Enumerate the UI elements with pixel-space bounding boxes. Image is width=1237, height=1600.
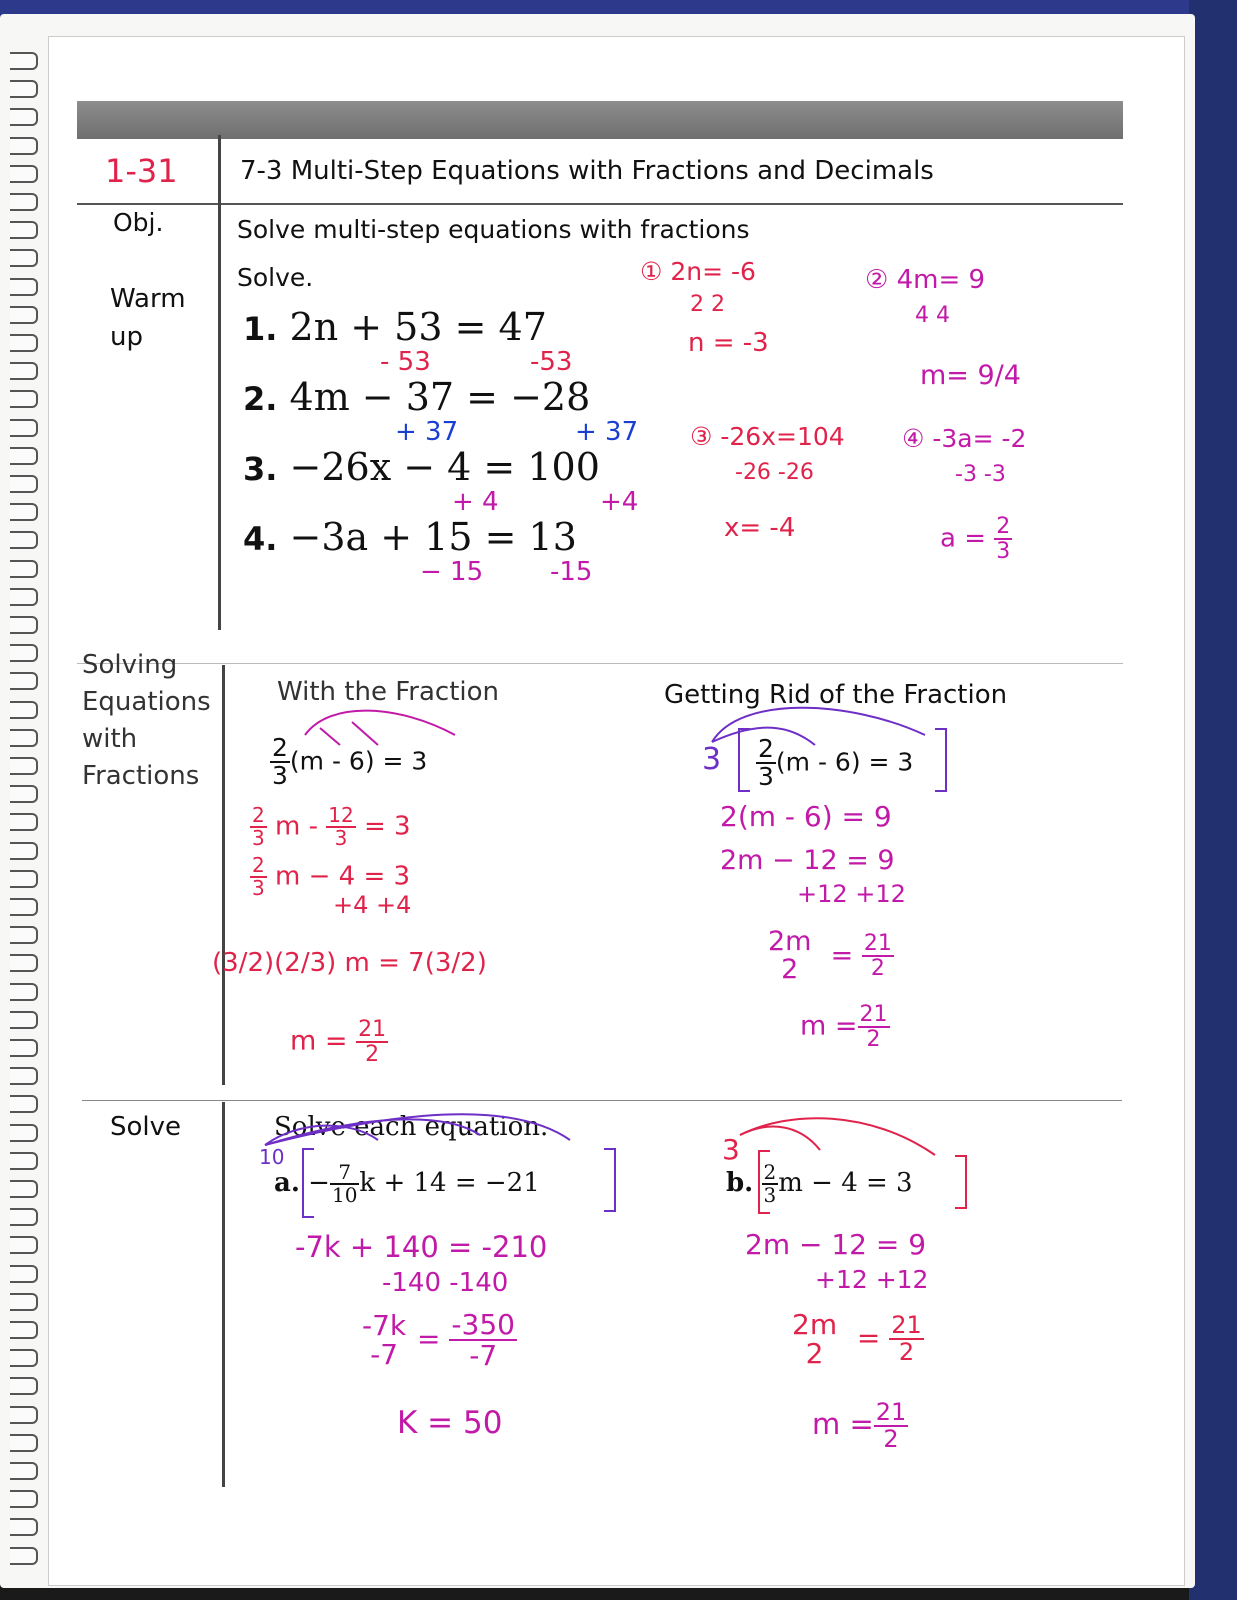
warmup-work-left: − 15: [420, 557, 484, 587]
answer-4-result-numerator: 2: [996, 514, 1011, 539]
problem-b-step-4-prefix: m =: [812, 1407, 874, 1442]
warmup-work-right: + 37: [575, 417, 639, 447]
right-step-4-left: 2m: [768, 926, 812, 957]
answer-3-result: x= -4: [724, 513, 796, 543]
objective-label: Obj.: [113, 208, 164, 237]
problem-a-multiplier: 10: [259, 1145, 285, 1169]
problem-b-step-1: 2m − 12 = 9: [745, 1228, 927, 1261]
answer-4-eq-text: -3a= -2: [932, 424, 1027, 453]
warmup-problem-rhs: = 100: [483, 445, 600, 489]
right-step-4-rd: 2: [870, 956, 885, 982]
right-eq-rest: (m - 6) = 3: [775, 747, 914, 777]
fractions-label-line: Equations: [82, 687, 211, 717]
warmup-problem-number: 3.: [243, 450, 278, 488]
problem-b-rest: m − 4 = 3: [778, 1168, 913, 1198]
left-step-4-prefix: m =: [290, 1025, 348, 1057]
objective-text: Solve multi-step equations with fractions: [237, 215, 750, 244]
problem-b-letter: b.: [726, 1168, 754, 1198]
problem-a-numerator: 7: [330, 1162, 359, 1185]
left-eq-rest: (m - 6) = 3: [289, 746, 428, 776]
answer-4-result-denominator: 3: [996, 539, 1011, 565]
left-step-1-fd: 3: [252, 826, 265, 850]
problem-a-step-4: K = 50: [397, 1405, 503, 1441]
problem-b-step-4-d: 2: [883, 1425, 899, 1454]
problem-a-sign: −: [308, 1168, 330, 1198]
problem-a-step-3-den: -7: [370, 1338, 399, 1372]
right-step-5-n: 21: [859, 1002, 888, 1027]
problem-a-denominator: 10: [331, 1183, 358, 1207]
warmup-problem-lhs: 4m − 37: [289, 375, 455, 419]
fractions-label-line: with: [82, 724, 138, 754]
left-step-1-mid: m -: [275, 811, 318, 842]
warmup-label-line1: Warm: [110, 284, 186, 314]
answer-4-mark: ④: [902, 424, 925, 453]
problem-b-step-4-n: 21: [875, 1398, 907, 1426]
problem-a-step-3-left: -7k: [362, 1309, 407, 1342]
left-eq-denominator: 3: [272, 761, 288, 791]
left-step-2-add: +4 +4: [333, 891, 412, 919]
answer-3-eq-text: -26x=104: [720, 422, 845, 451]
problem-a-step-2: -140 -140: [382, 1268, 509, 1298]
right-step-5-d: 2: [866, 1027, 881, 1053]
warmup-instruction: Solve.: [237, 263, 314, 292]
problem-b-step-2: +12 +12: [815, 1265, 929, 1294]
right-step-1: 2(m - 6) = 9: [720, 800, 892, 833]
left-step-2-fn: 2: [252, 853, 265, 877]
solve-instruction: Solve each equation.: [274, 1112, 549, 1142]
page-title: 7-3 Multi-Step Equations with Fractions and Decimals: [240, 156, 934, 186]
warmup-problem-lhs: −26x − 4: [289, 445, 472, 489]
problem-a-step-3-n: -350: [451, 1308, 515, 1341]
left-eq-numerator: 2: [272, 733, 288, 762]
answer-1-mark: ①: [640, 257, 663, 286]
problem-b-step-3-left: 2m: [792, 1308, 838, 1341]
warmup-work-right: -15: [550, 557, 593, 587]
warmup-label-line2: up: [110, 322, 143, 352]
right-multiplier: 3: [702, 742, 722, 777]
problem-b-denominator: 3: [763, 1183, 777, 1207]
problem-b-multiplier: 3: [722, 1133, 740, 1166]
warmup-problem-rhs: = 13: [484, 515, 577, 559]
right-step-5-prefix: m =: [800, 1010, 858, 1042]
answer-3-mark: ③: [690, 422, 713, 451]
problem-a-arrow-2: [265, 1119, 480, 1145]
answer-2-mark: ②: [865, 265, 889, 295]
problem-b-arrow-1: [740, 1118, 935, 1155]
right-arrow-2: [712, 728, 815, 745]
problem-b-numerator: 2: [763, 1160, 777, 1184]
problem-b-step-3-d: 2: [898, 1338, 915, 1367]
right-step-4-rn: 21: [863, 931, 892, 957]
left-step-2-fd: 3: [252, 876, 265, 900]
fractions-label-line: Fractions: [82, 761, 200, 791]
answer-4-result-prefix: a =: [940, 523, 986, 554]
problem-b-step-3-n: 21: [891, 1311, 922, 1340]
problem-a-step-3-eq: =: [417, 1322, 441, 1356]
left-step-1-fn: 2: [252, 803, 265, 827]
warmup-problem-number: 1.: [243, 310, 278, 348]
rid-fraction-heading: Getting Rid of the Fraction: [664, 680, 1008, 710]
warmup-problem-number: 4.: [243, 520, 278, 558]
answer-2-eq-text: 4m= 9: [896, 265, 986, 295]
right-eq-denominator: 3: [758, 762, 774, 792]
problem-b-arrow-2: [740, 1127, 820, 1150]
right-step-4-den: 2: [781, 954, 799, 986]
right-step-3: +12 +12: [797, 880, 906, 908]
solve-label: Solve: [110, 1112, 182, 1142]
answer-1-result: n = -3: [688, 328, 769, 358]
warmup-work-left: + 4: [452, 487, 499, 517]
problem-a-step-1: -7k + 140 = -210: [295, 1230, 548, 1264]
warmup-problem-rhs: = 47: [454, 305, 547, 349]
date-note: 1-31: [105, 152, 178, 190]
problem-a-letter: a.: [274, 1168, 300, 1198]
right-step-4: 2m 2 = $\frac{21}{2}$: [768, 926, 892, 986]
fractions-label-line: Solving: [82, 650, 178, 680]
warmup-work-left: + 37: [395, 417, 459, 447]
left-arrow-1: [305, 711, 455, 735]
right-step-2: 2m − 12 = 9: [720, 845, 895, 876]
answer-1-eq-text: 2n= -6: [670, 257, 756, 286]
answer-3-divisors: -26 -26: [735, 460, 814, 485]
problem-b-step-3: 2m 2 = $\frac{21}{2}$: [792, 1308, 922, 1371]
left-step-3: (3/2)(2/3) m = 7(3/2): [212, 948, 487, 978]
left-step-1-gn: 12: [328, 803, 354, 827]
warmup-problem-lhs: 2n + 53: [289, 305, 443, 349]
left-step-4-n: 21: [358, 1017, 387, 1042]
answer-2-divisors: 4 4: [915, 303, 950, 328]
problem-a-arrow-1: [265, 1126, 378, 1145]
answer-4-divisors: -3 -3: [955, 462, 1006, 487]
warmup-problem-number: 2.: [243, 380, 278, 418]
warmup-work-right: -53: [530, 347, 573, 377]
left-step-4-d: 2: [365, 1042, 380, 1068]
problem-a-step-3-d: -7: [469, 1339, 498, 1373]
with-fraction-heading: With the Fraction: [277, 677, 500, 707]
problem-b-step-3-den: 2: [805, 1337, 824, 1371]
warmup-problem-lhs: −3a + 15: [289, 515, 473, 559]
answer-1-divisors: 2 2: [690, 292, 725, 317]
warmup-problem-rhs: = −28: [466, 375, 591, 419]
right-arrow-1: [712, 708, 925, 742]
left-arrow-3: [352, 722, 378, 745]
right-eq-numerator: 2: [758, 734, 774, 763]
answer-2-result: m= 9/4: [920, 360, 1021, 391]
left-step-1-gd: 3: [334, 826, 348, 850]
left-step-2-rest: m − 4 = 3: [275, 861, 411, 892]
warmup-work-right: +4: [600, 487, 639, 517]
warmup-work-left: - 53: [380, 347, 431, 377]
problem-a-rest: k + 14 = −21: [359, 1168, 540, 1198]
left-arrow-2: [320, 728, 340, 745]
left-step-1-end: = 3: [363, 811, 411, 842]
